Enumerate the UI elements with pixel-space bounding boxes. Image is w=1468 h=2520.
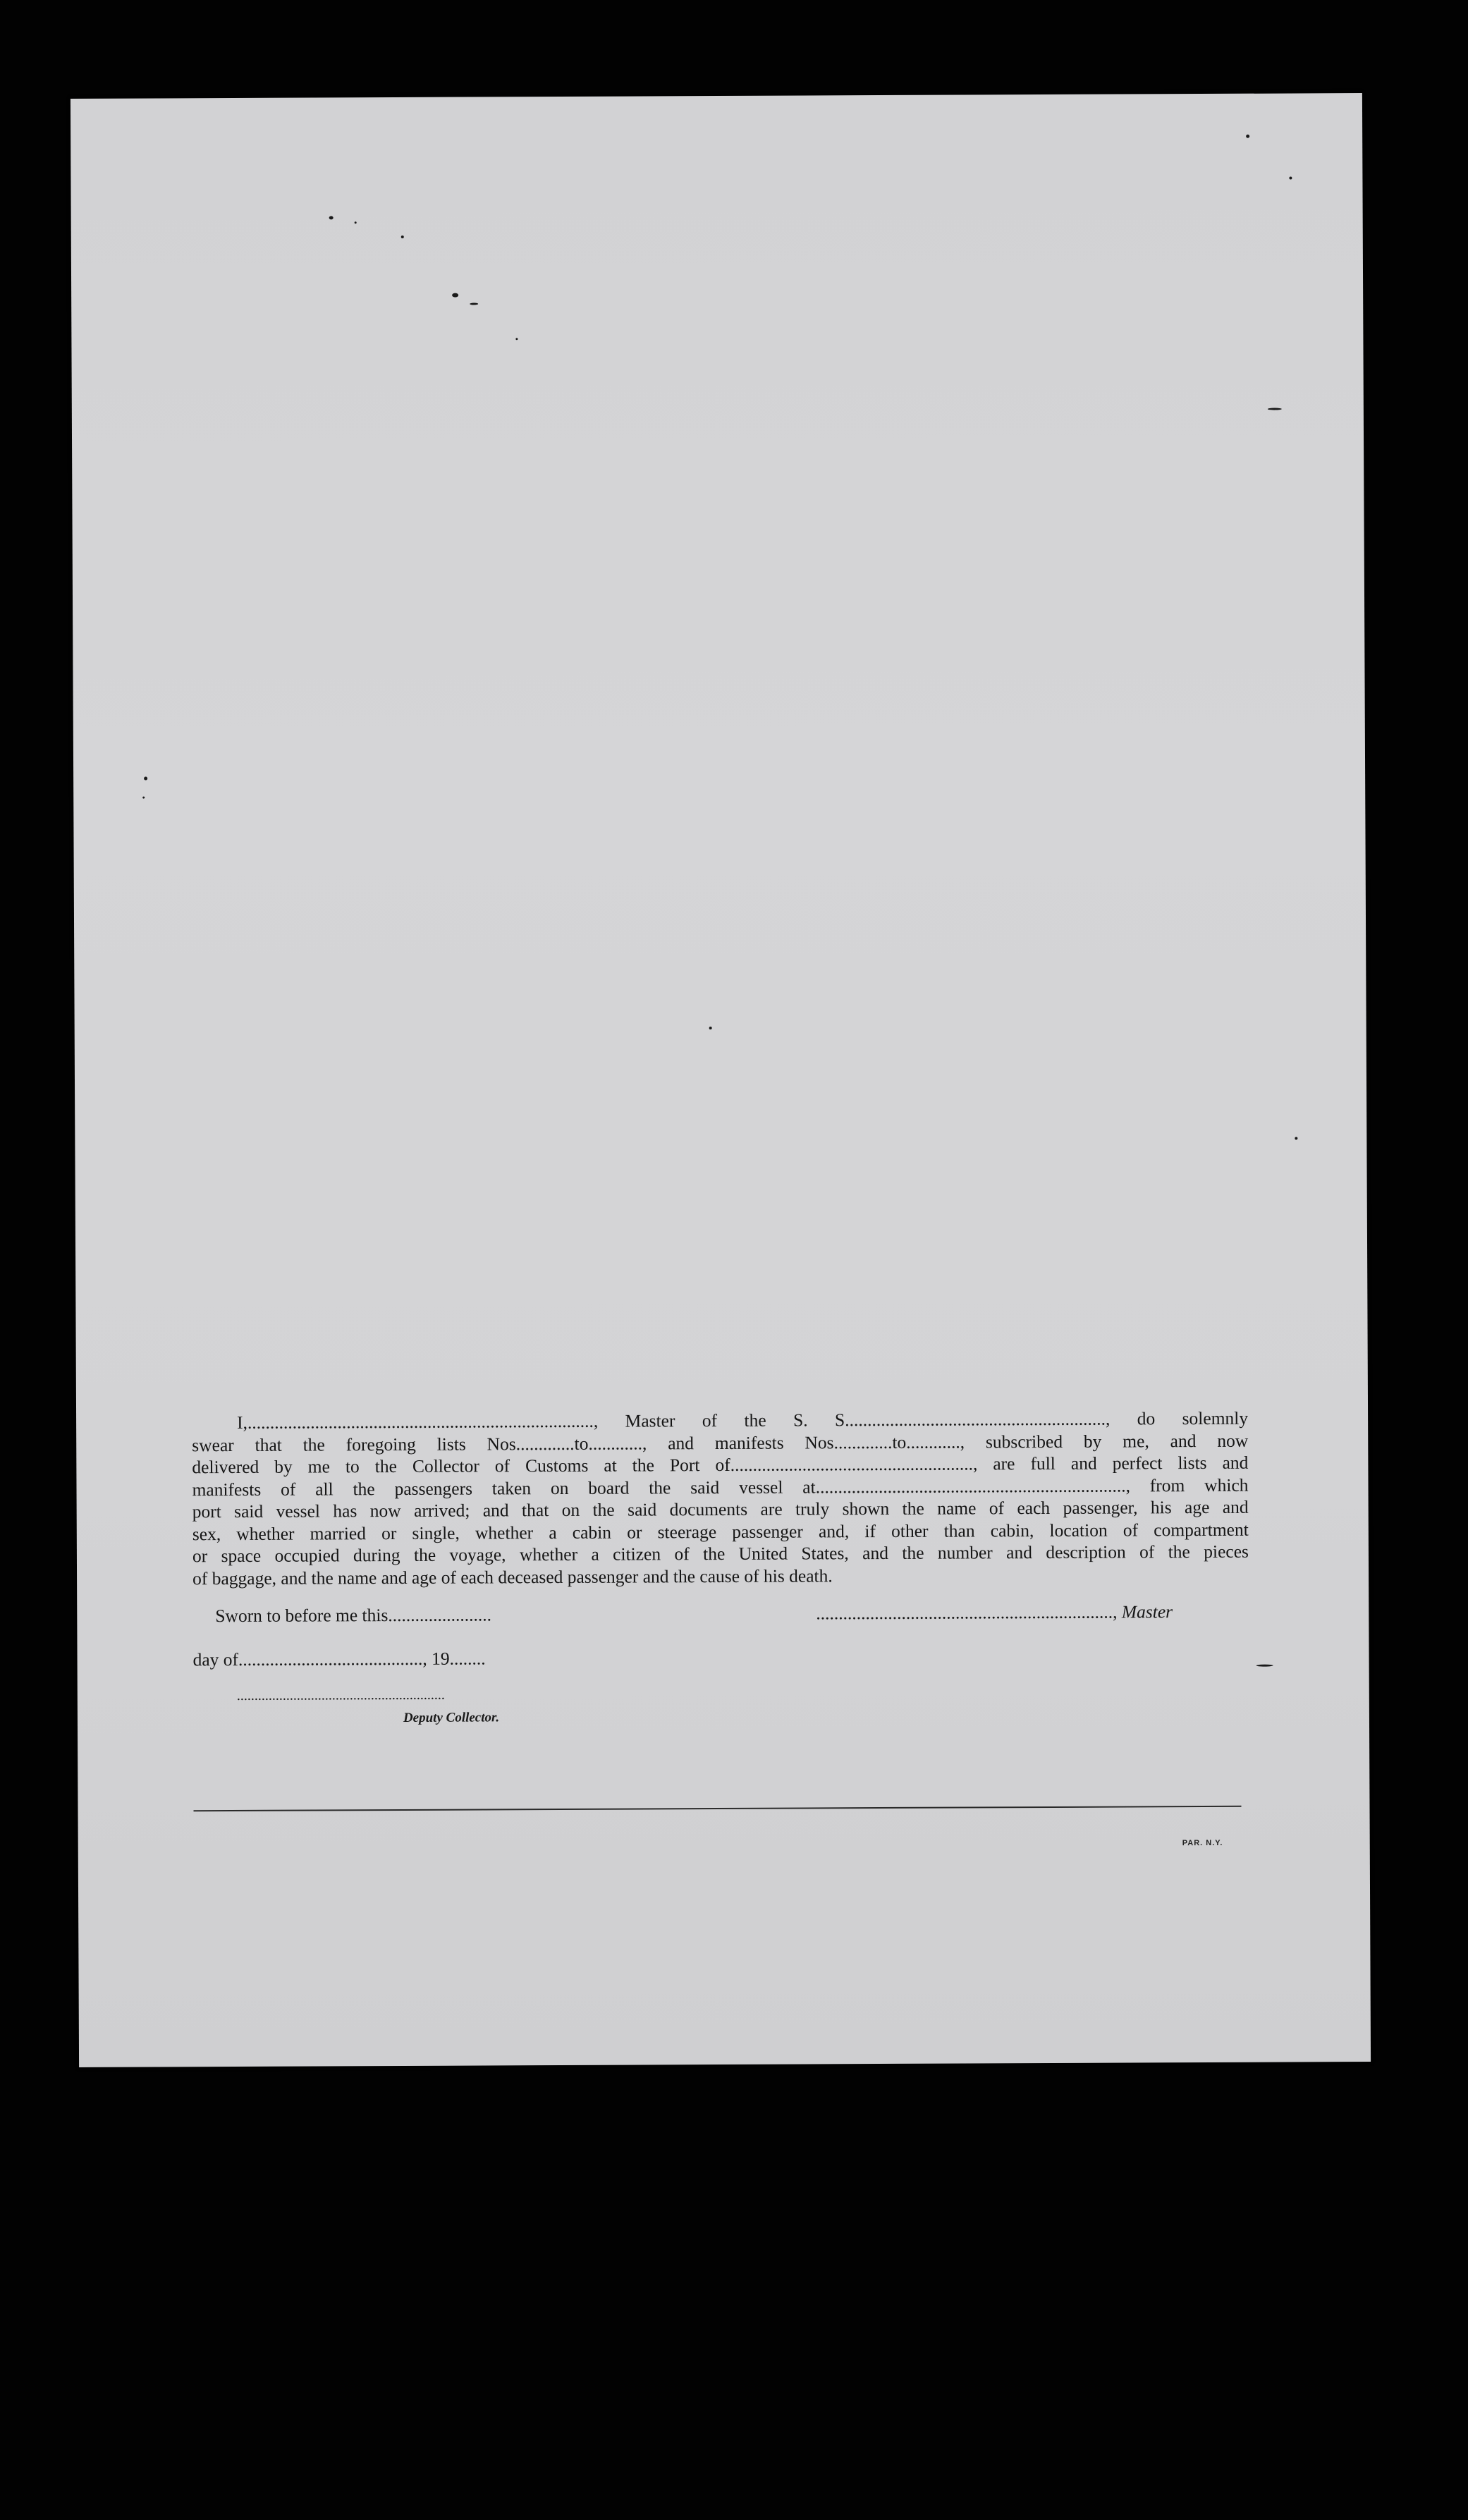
paper-sheet (71, 93, 1371, 2067)
scan-speck (355, 221, 357, 224)
scan-speck (515, 338, 518, 340)
scan-speck (1268, 408, 1282, 410)
oath-line: swear that the foregoing lists Nos.............to............, and manifests Nos.............to............, subscribed by me, and now (192, 1430, 1249, 1455)
scan-speck (470, 302, 478, 305)
deputy-collector-label: Deputy Collector. (403, 1710, 500, 1725)
printer-mark: PAR. N.Y. (1182, 1838, 1223, 1848)
sworn-before-line: Sworn to before me this....................... (215, 1604, 492, 1627)
deputy-signature-dots: ........................................................... (236, 1687, 445, 1704)
bottom-rule (194, 1806, 1242, 1811)
oath-line: sex, whether married or single, whether a cabin or steerage passenger and, if other than cabin, location of compartment (192, 1519, 1249, 1544)
scan-speck (329, 216, 334, 219)
scan-speck (144, 777, 147, 781)
master-signature-line (816, 1601, 1173, 1624)
oath-line: of baggage, and the name and age of each deceased passenger and the cause of his death. (192, 1565, 833, 1589)
scan-speck (142, 797, 145, 799)
master-signature-dots: .................................................................., (816, 1601, 1118, 1624)
scan-speck (709, 1027, 712, 1029)
scan-speck (1289, 176, 1292, 179)
master-label: Master (1121, 1601, 1173, 1622)
scan-speck (401, 236, 404, 238)
oath-line: I,............................................................................., Master of the S. S.........................................................., do solemnly (237, 1407, 1249, 1433)
oath-line: or space occupied during the voyage, whether a citizen of the United States, and the number and description of the pieces (192, 1541, 1249, 1567)
oath-line: port said vessel has now arrived; and that on the said documents are truly shown the name of each passenger, his age and (192, 1496, 1249, 1522)
day-of-line: day of........................................., 19........ (192, 1648, 486, 1670)
scan-speck (1256, 1665, 1273, 1667)
oath-statement (192, 1407, 1249, 1590)
scan-speck (1246, 135, 1249, 138)
oath-line: delivered by me to the Collector of Customs at the Port of......................................................, are full and perfect lists and (192, 1452, 1249, 1478)
scan-speck (452, 293, 458, 298)
oath-line: manifests of all the passengers taken on board the said vessel at....................................................................., from which (192, 1474, 1249, 1500)
scan-speck (1295, 1137, 1297, 1139)
